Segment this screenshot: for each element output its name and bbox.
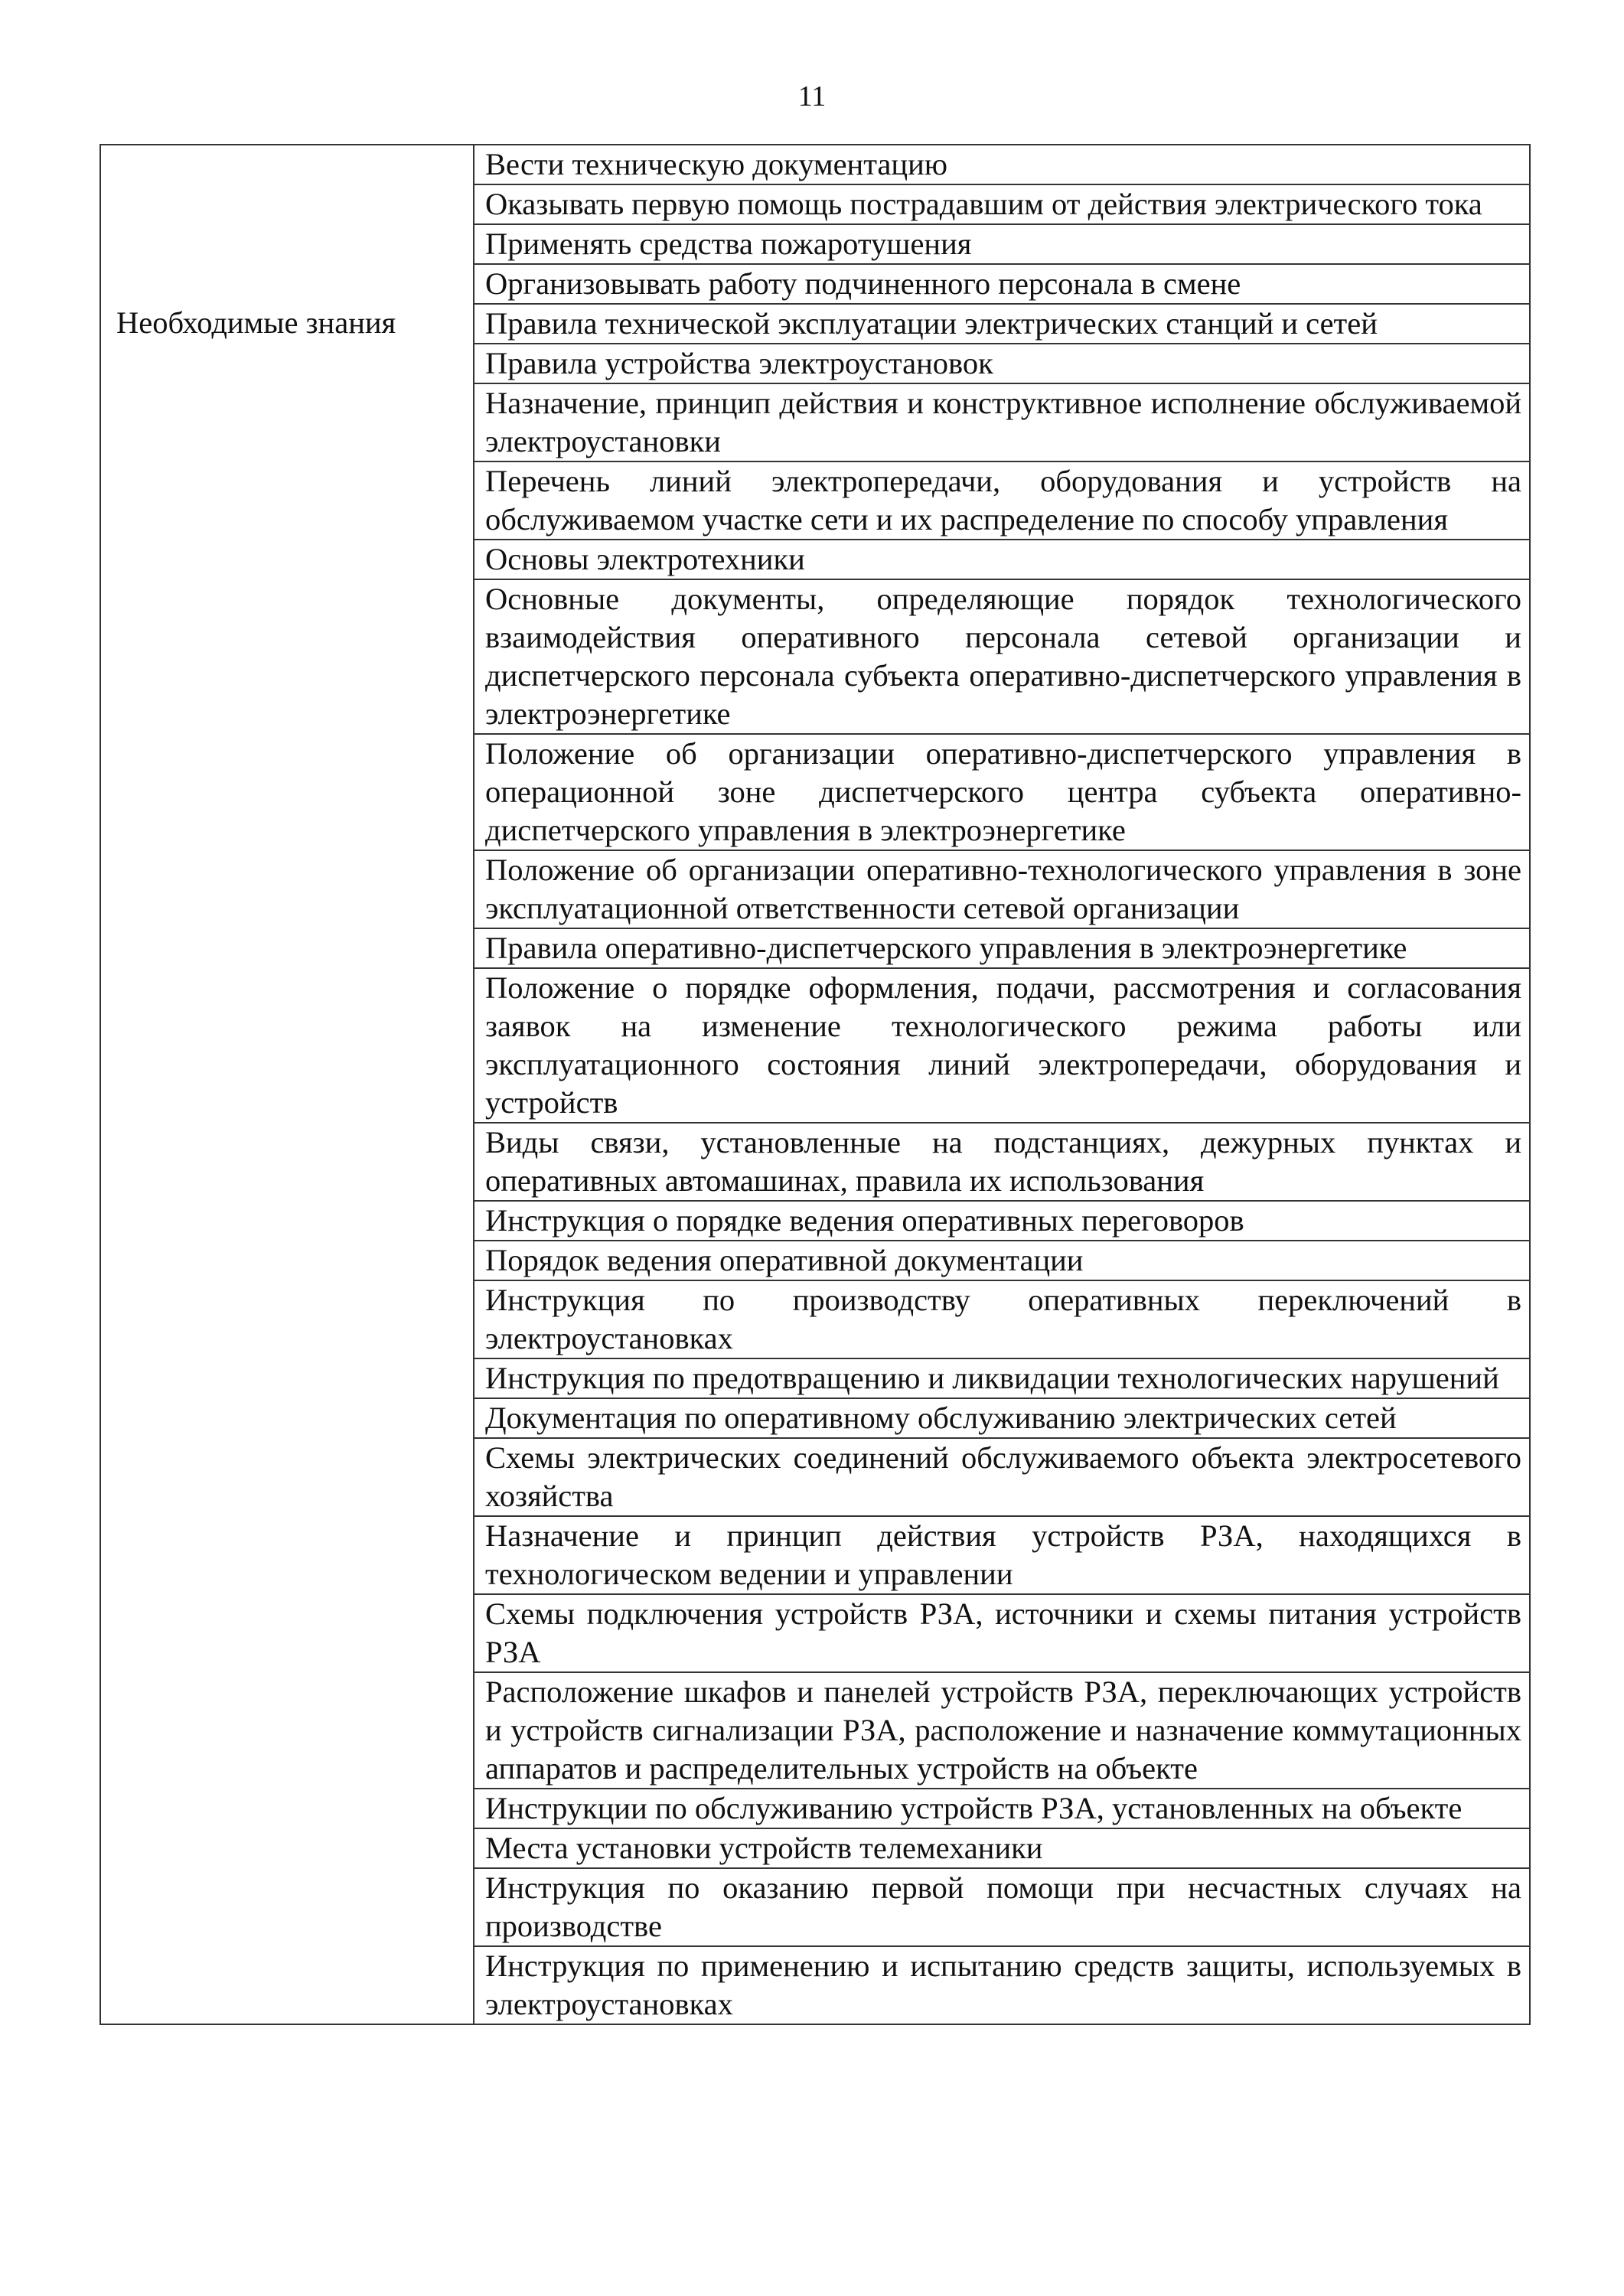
table-cell: Правила оперативно-диспетчерского управления в электроэнергетике <box>474 928 1530 968</box>
table-cell: Инструкции по обслуживанию устройств РЗА, установленных на объекте <box>474 1789 1530 1828</box>
requirements-table <box>99 144 1531 2025</box>
table-cell: Инструкция по применению и испытанию средств защиты, используемых в электроустановках <box>474 1946 1530 2024</box>
table-cell: Основы электротехники <box>474 540 1530 579</box>
table-cell: Схемы электрических соединений обслуживаемого объекта электросетевого хозяйства <box>474 1438 1530 1516</box>
page-number: 11 <box>797 80 827 113</box>
table-cell: Положение о порядке оформления, подачи, рассмотрения и согласования заявок на изменение технологического режима работы или эксплуатационного состояния линий электропередачи, оборудования и устройств <box>474 968 1530 1123</box>
table-cell: Оказывать первую помощь пострадавшим от действия электрического тока <box>474 184 1530 224</box>
table-cell: Организовывать работу подчиненного персонала в смене <box>474 264 1530 304</box>
table-cell: Инструкция по оказанию первой помощи при несчастных случаях на производстве <box>474 1868 1530 1946</box>
table-cell: Расположение шкафов и панелей устройств РЗА, переключающих устройств и устройств сигнализации РЗА, расположение и назначение коммутационных аппаратов и распределительных устройств на объекте <box>474 1672 1530 1789</box>
table-cell: Инструкция по предотвращению и ликвидации технологических нарушений <box>474 1358 1530 1398</box>
table-row <box>100 304 1530 344</box>
table-cell: Документация по оперативному обслуживанию электрических сетей <box>474 1398 1530 1438</box>
table-cell: Схемы подключения устройств РЗА, источники и схемы питания устройств РЗА <box>474 1594 1530 1672</box>
table-cell: Места установки устройств телемеханики <box>474 1828 1530 1868</box>
table-cell: Порядок ведения оперативной документации <box>474 1241 1530 1280</box>
table-row <box>100 145 1530 184</box>
table-cell: Правила технической эксплуатации электрических станций и сетей <box>474 304 1530 344</box>
table-cell: Положение об организации оперативно-диспетчерского управления в операционной зоне диспетчерского центра субъекта оперативно-диспетчерского управления в электроэнергетике <box>474 734 1530 850</box>
table-cell: Перечень линий электропередачи, оборудования и устройств на обслуживаемом участке сети и их распределение по способу управления <box>474 461 1530 540</box>
table-cell: Инструкция по производству оперативных переключений в электроустановках <box>474 1280 1530 1358</box>
left-column-empty-cell <box>100 145 474 304</box>
knowledge-label: Необходимые знания <box>100 304 474 2024</box>
table-cell: Вести техническую документацию <box>474 145 1530 184</box>
table-cell: Основные документы, определяющие порядок технологического взаимодействия оперативного персонала сетевой организации и диспетчерского персонала субъекта оперативно-диспетчерского управления в электроэнергетике <box>474 579 1530 734</box>
table-cell: Назначение, принцип действия и конструктивное исполнение обслуживаемой электроустановки <box>474 383 1530 461</box>
table-cell: Виды связи, установленные на подстанциях, дежурных пунктах и оперативных автомашинах, правила их использования <box>474 1123 1530 1201</box>
table-cell: Инструкция о порядке ведения оперативных переговоров <box>474 1201 1530 1241</box>
table-cell: Положение об организации оперативно-технологического управления в зоне эксплуатационной ответственности сетевой организации <box>474 850 1530 928</box>
table-cell: Применять средства пожаротушения <box>474 224 1530 264</box>
table-cell: Правила устройства электроустановок <box>474 344 1530 383</box>
table-cell: Назначение и принцип действия устройств РЗА, находящихся в технологическом ведении и управлении <box>474 1516 1530 1594</box>
